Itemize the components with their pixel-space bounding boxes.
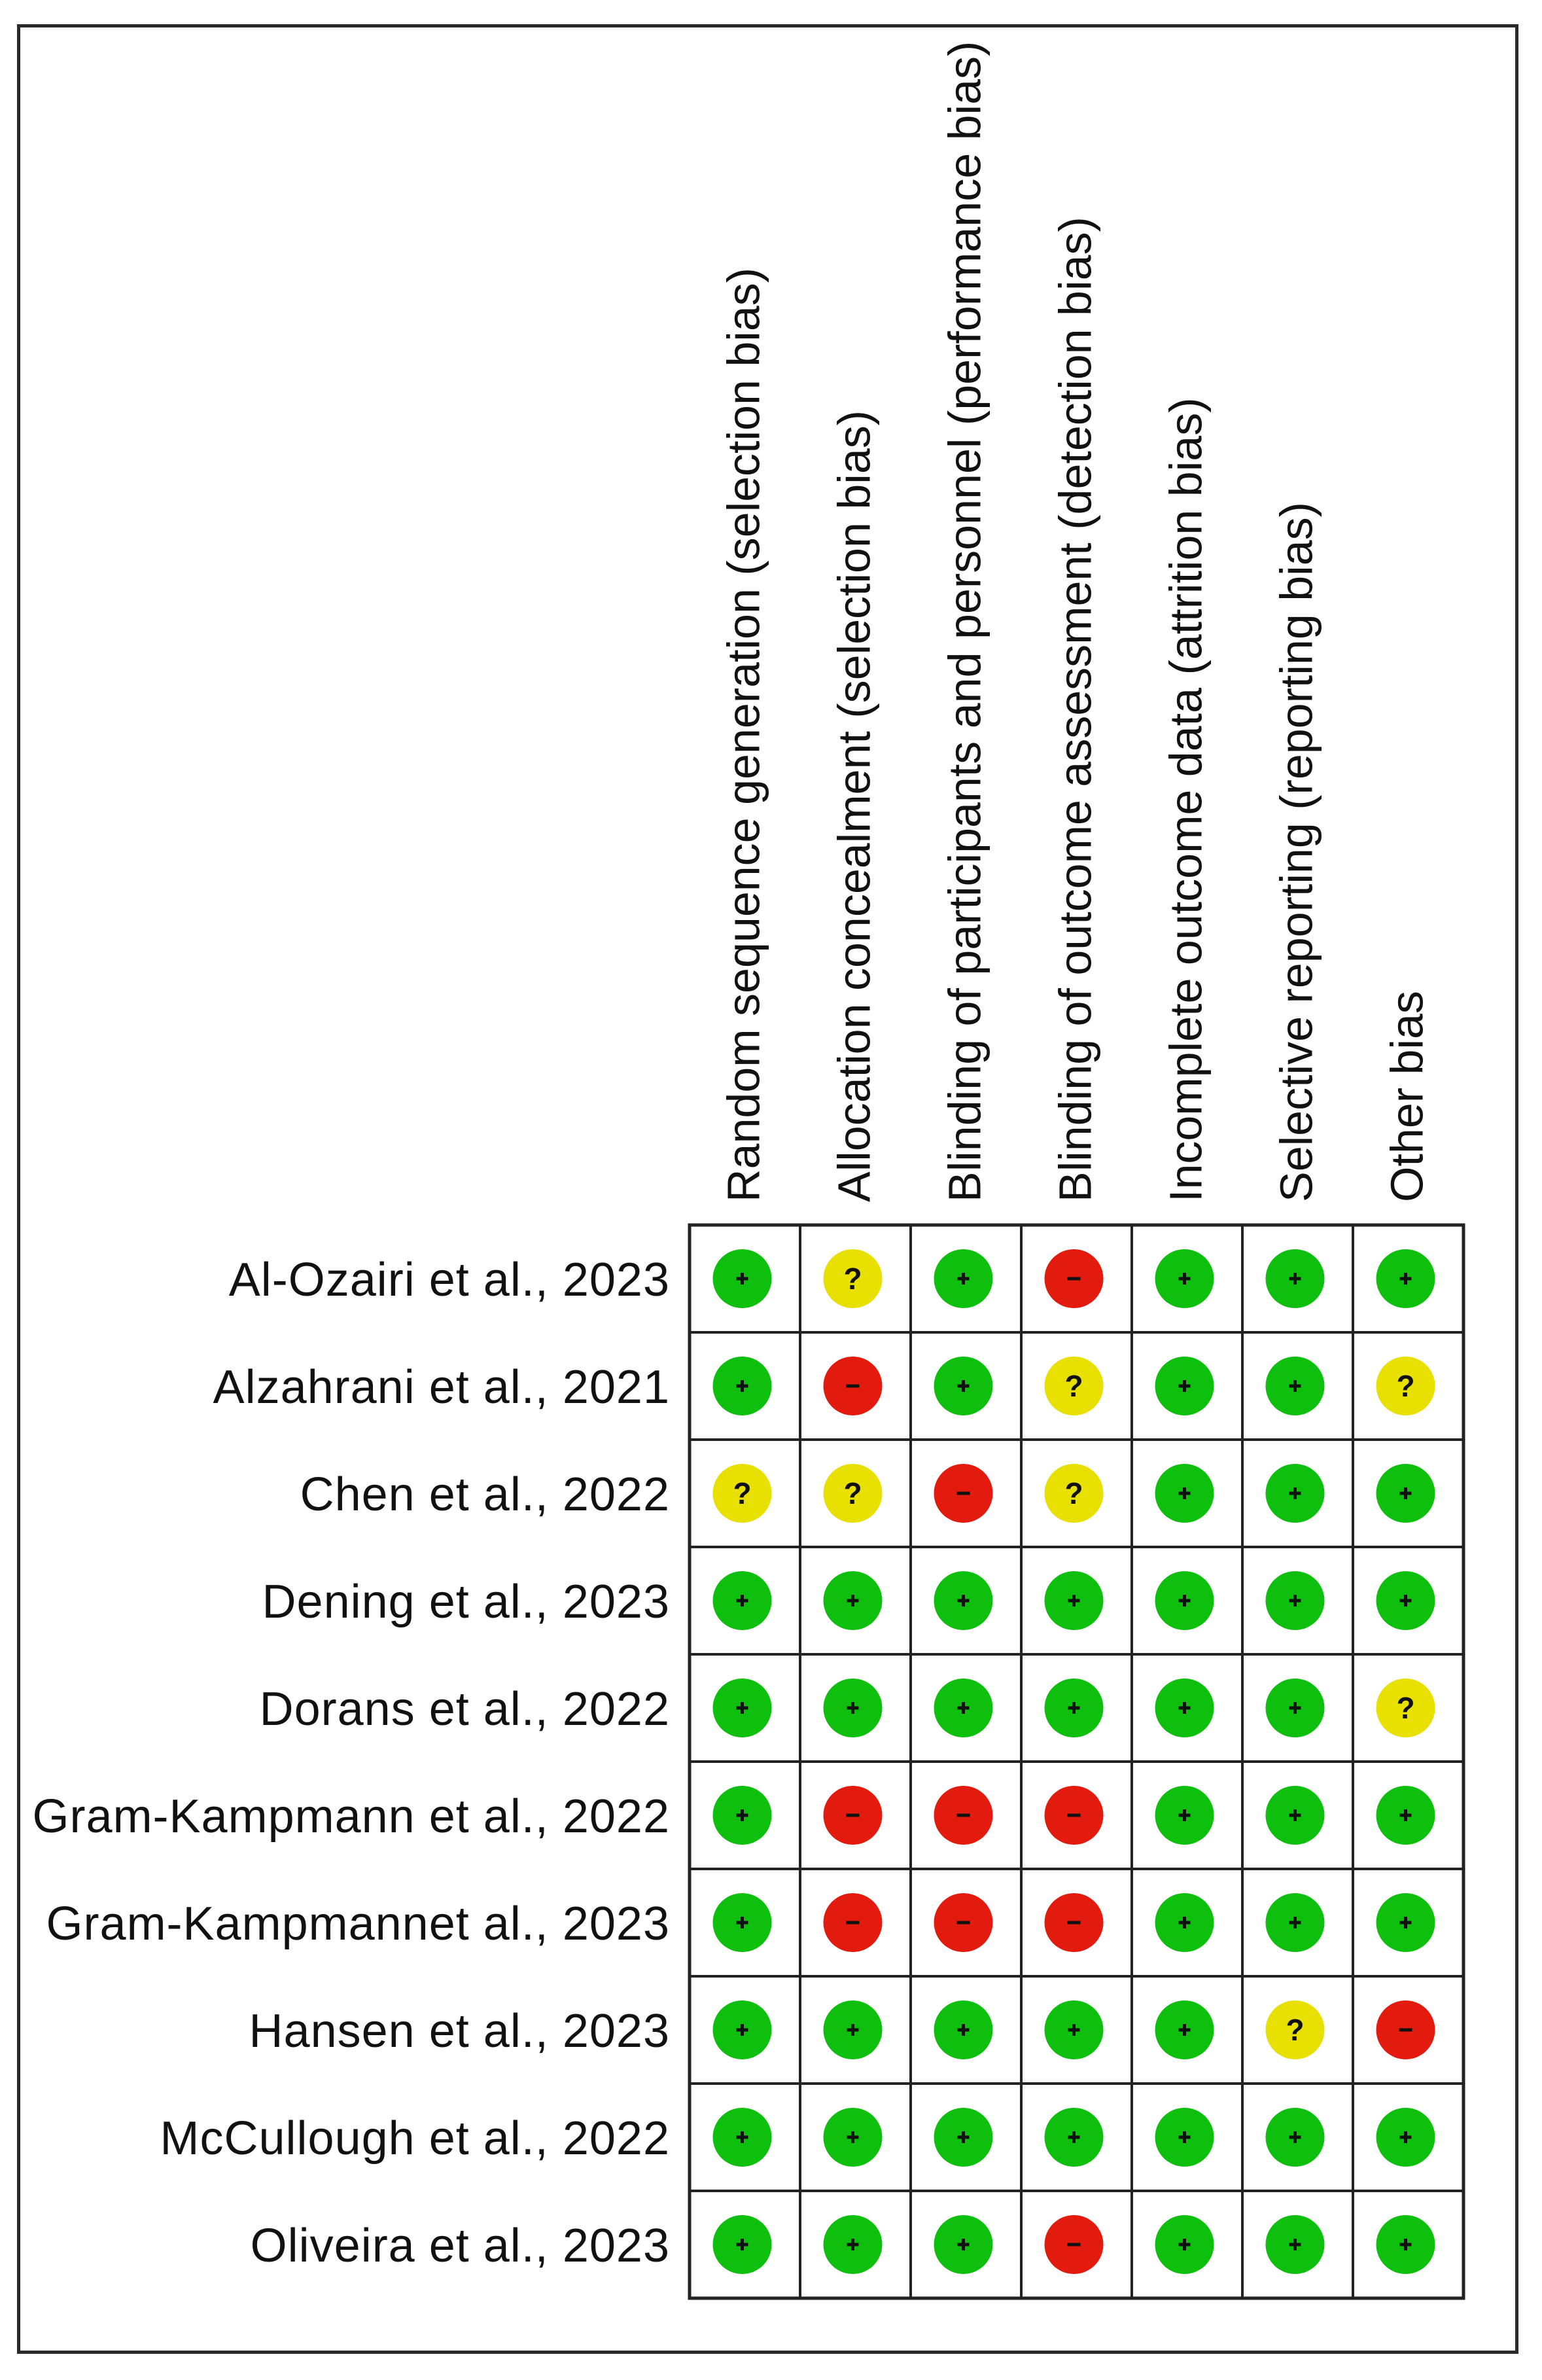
study-labels [33,1254,670,2272]
study-label: Oliveira et al., 2023 [250,2220,670,2272]
domain-labels [718,41,1433,1202]
judgement-mark-low [1266,2108,1325,2167]
judgement-mark-high [824,1786,883,1845]
question-symbol: ? [733,1476,752,1510]
plus-vertical [741,1917,744,1928]
judgement-mark-low [713,2215,772,2274]
judgement-mark-high [934,1786,993,1845]
judgement-mark-low [1376,2215,1435,2274]
judgement-mark-high [1045,2215,1104,2274]
plus-vertical [741,2024,744,2036]
judgement-mark-unclear [824,1249,883,1308]
judgement-mark-low [1155,1249,1214,1308]
domain-label: Random sequence generation (selection bias) [718,267,769,1202]
judgement-mark-high [934,1464,993,1523]
plus-vertical [1404,1917,1407,1928]
judgement-mark-low [1376,1249,1435,1308]
judgement-mark-low [934,2000,993,2059]
judgement-mark-unclear [713,1464,772,1523]
domain-label: Allocation concealment (selection bias) [828,410,880,1202]
minus-bar [957,1492,970,1495]
domain-label: Blinding of outcome assessment (detection bias) [1049,217,1101,1202]
minus-bar [957,1814,970,1817]
plus-vertical [1183,1380,1186,1392]
plus-vertical [962,2131,965,2143]
plus-vertical [1404,2131,1407,2143]
plus-vertical [741,1273,744,1285]
question-symbol: ? [1286,2013,1305,2047]
plus-vertical [962,1595,965,1607]
judgement-mark-low [1045,1678,1104,1737]
plus-vertical [1293,1487,1297,1499]
plus-vertical [1404,2239,1407,2250]
plus-vertical [741,2131,744,2143]
plus-vertical [1072,1595,1076,1607]
question-symbol: ? [843,1476,862,1510]
study-label: Alzahrani et al., 2021 [213,1361,670,1413]
judgement-mark-low [1155,1893,1214,1952]
study-label: Dening et al., 2023 [262,1576,670,1628]
judgement-mark-unclear [1376,1357,1435,1415]
judgement-mark-low [1266,1678,1325,1737]
judgement-mark-low [1376,1464,1435,1523]
minus-bar [1068,2243,1081,2247]
judgement-mark-low [1155,1464,1214,1523]
plus-vertical [962,1380,965,1392]
question-symbol: ? [1396,1691,1415,1725]
plus-vertical [1183,2024,1186,2036]
judgement-mark-low [713,2108,772,2167]
judgement-mark-low [713,1786,772,1845]
plus-vertical [1293,1917,1297,1928]
minus-bar [1068,1814,1081,1817]
judgement-mark-unclear [1376,1678,1435,1737]
plus-vertical [741,1809,744,1821]
judgement-mark-low [1266,2215,1325,2274]
judgement-mark-low [1045,1571,1104,1630]
domain-label: Incomplete outcome data (attrition bias) [1160,397,1212,1202]
plus-vertical [851,2239,854,2250]
judgement-mark-low [824,1571,883,1630]
plus-vertical [1183,1917,1186,1928]
minus-bar [1068,1921,1081,1925]
plus-vertical [1183,2131,1186,2143]
plus-vertical [1293,1595,1297,1607]
judgement-mark-low [824,2000,883,2059]
plus-vertical [1293,1702,1297,1714]
study-label: Dorans et al., 2022 [259,1683,670,1735]
domain-label: Selective reporting (reporting bias) [1270,502,1322,1202]
plus-vertical [962,1702,965,1714]
judgement-mark-low [934,1571,993,1630]
judgement-mark-high [1045,1893,1104,1952]
judgement-mark-low [1266,1464,1325,1523]
judgement-mark-low [1376,1571,1435,1630]
plus-vertical [851,1702,854,1714]
judgement-mark-low [824,2108,883,2167]
judgement-mark-high [824,1357,883,1415]
judgement-mark-low [934,1678,993,1737]
plus-vertical [1072,2131,1076,2143]
judgement-mark-high [824,1893,883,1952]
plus-vertical [1183,2239,1186,2250]
judgement-mark-low [1266,1249,1325,1308]
judgement-mark-low [1266,1357,1325,1415]
judgement-mark-high [1045,1249,1104,1308]
judgement-mark-low [713,1678,772,1737]
judgement-mark-low [1155,2215,1214,2274]
plus-vertical [1293,1809,1297,1821]
minus-bar [847,1921,860,1925]
judgement-mark-low [1045,2000,1104,2059]
minus-bar [1399,2029,1412,2032]
plus-vertical [1183,1595,1186,1607]
judgement-mark-low [1155,1786,1214,1845]
judgement-mark-low [934,1357,993,1415]
judgement-mark-low [934,2108,993,2167]
plus-vertical [1293,1273,1297,1285]
judgement-mark-unclear [1266,2000,1325,2059]
judgement-mark-low [1155,1571,1214,1630]
judgement-mark-low [824,1678,883,1737]
judgement-mark-high [934,1893,993,1952]
study-label: Chen et al., 2022 [300,1468,670,1521]
judgement-mark-low [824,2215,883,2274]
judgement-mark-high [1045,1786,1104,1845]
plus-vertical [1183,1809,1186,1821]
plus-vertical [1404,1487,1407,1499]
judgement-mark-low [1155,2000,1214,2059]
study-label: McCullough et al., 2022 [160,2112,670,2165]
judgement-mark-unclear [1045,1357,1104,1415]
minus-bar [1068,1277,1081,1281]
plus-vertical [1293,1380,1297,1392]
plus-vertical [1183,1487,1186,1499]
domain-label: Blinding of participants and personnel (performance bias) [939,41,990,1202]
plus-vertical [1404,1595,1407,1607]
judgement-mark-high [1376,2000,1435,2059]
plus-vertical [741,1380,744,1392]
judgement-mark-low [713,1249,772,1308]
judgement-mark-unclear [1045,1464,1104,1523]
plus-vertical [1293,2131,1297,2143]
judgement-mark-low [1045,2108,1104,2167]
question-symbol: ? [1064,1369,1083,1403]
plus-vertical [741,2239,744,2250]
minus-bar [847,1385,860,1388]
judgement-mark-low [713,1357,772,1415]
plus-vertical [1293,2239,1297,2250]
plus-vertical [741,1702,744,1714]
judgement-mark-low [1376,2108,1435,2167]
study-label: Gram-Kampmann et al., 2022 [32,1790,670,1843]
plus-vertical [962,2239,965,2250]
judgement-mark-low [934,2215,993,2274]
judgement-mark-low [934,1249,993,1308]
minus-bar [847,1814,860,1817]
plus-vertical [1072,2024,1076,2036]
plus-vertical [1072,1702,1076,1714]
minus-bar [957,1921,970,1925]
study-label: Hansen et al., 2023 [249,2005,670,2057]
study-label: Al-Ozairi et al., 2023 [228,1254,670,1306]
plus-vertical [851,1595,854,1607]
risk-of-bias-summary-chart [20,27,1515,2351]
domain-label: Other bias [1381,991,1433,1202]
plus-vertical [851,2131,854,2143]
judgement-mark-low [713,1571,772,1630]
judgement-mark-low [1376,1893,1435,1952]
judgement-mark-low [1155,1357,1214,1415]
plus-vertical [962,2024,965,2036]
judgement-mark-low [713,2000,772,2059]
plus-vertical [1183,1702,1186,1714]
plus-vertical [962,1273,965,1285]
figure-frame [17,24,1518,2354]
judgement-mark-low [713,1893,772,1952]
question-symbol: ? [843,1262,862,1296]
question-symbol: ? [1064,1476,1083,1510]
judgement-mark-low [1155,1678,1214,1737]
plus-vertical [1404,1809,1407,1821]
plus-vertical [1183,1273,1186,1285]
judgement-mark-low [1266,1571,1325,1630]
judgement-mark-low [1155,2108,1214,2167]
plus-vertical [1404,1273,1407,1285]
plus-vertical [851,2024,854,2036]
judgement-mark-low [1376,1786,1435,1845]
plus-vertical [741,1595,744,1607]
judgement-mark-low [1266,1786,1325,1845]
judgement-mark-unclear [824,1464,883,1523]
question-symbol: ? [1396,1369,1415,1403]
judgement-mark-low [1266,1893,1325,1952]
study-label: Gram-Kampmannet al., 2023 [46,1898,670,1950]
